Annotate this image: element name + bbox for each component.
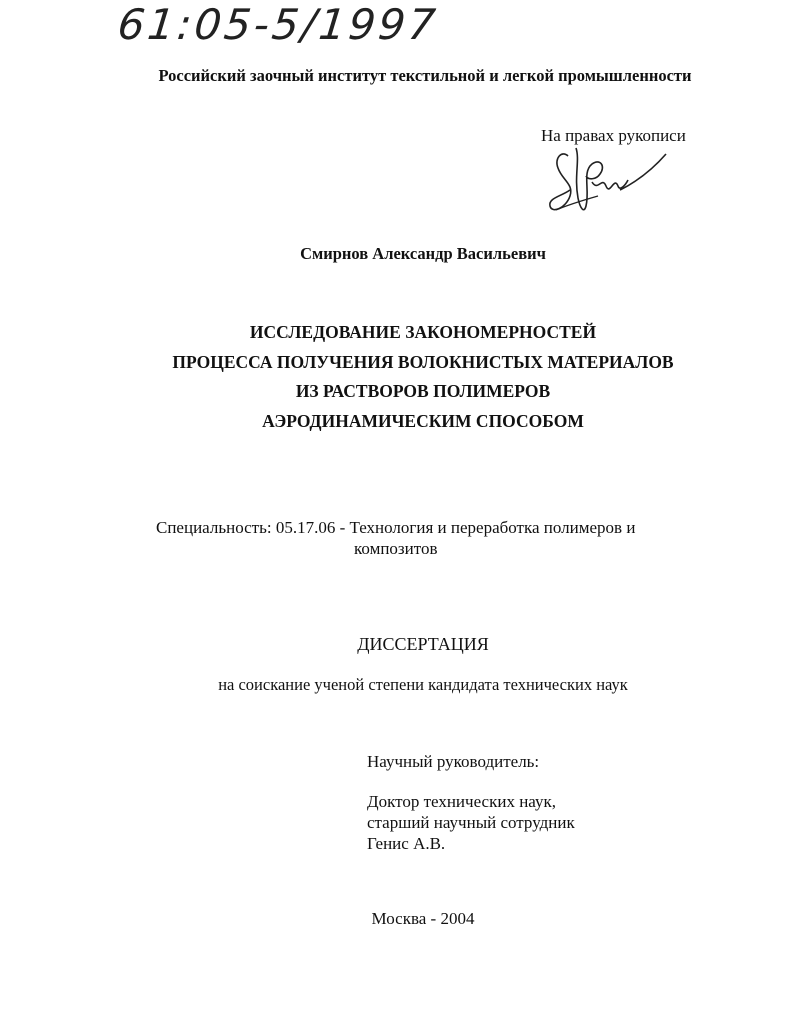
city-year: Москва - 2004 [371,909,475,928]
title-line: ИЗ РАСТВОРОВ ПОЛИМЕРОВ [295,381,551,401]
author-name: Смирнов Александр Васильевич [300,244,546,263]
institute-name: Российский заочный институт текстильной и легкой промышленности [158,66,692,85]
title-line: ИССЛЕДОВАНИЕ ЗАКОНОМЕРНОСТЕЙ [249,322,597,342]
dissertation-title [0,318,794,436]
catalog-number: 61:05-5/1997 [115,0,441,49]
specialty-line: композитов [354,539,438,558]
advisor-label: Научный руководитель: [367,752,540,771]
signature [540,146,670,222]
advisor-details [367,791,575,854]
advisor-position: старший научный сотрудник [367,813,575,832]
degree-statement: на соискание ученой степени кандидата технических наук [218,675,628,694]
title-line: АЭРОДИНАМИЧЕСКИМ СПОСОБОМ [262,410,584,431]
specialty-line: Специальность: 05.17.06 - Технология и переработка полимеров и [156,518,636,537]
advisor-degree: Доктор технических наук, [367,792,556,811]
rights-note: На правах рукописи [541,126,686,145]
specialty [156,517,635,559]
advisor-name: Генис А.В. [367,834,446,853]
document-type: ДИССЕРТАЦИЯ [357,634,489,654]
title-line: ПРОЦЕССА ПОЛУЧЕНИЯ ВОЛОКНИСТЫХ МАТЕРИАЛОВ [172,351,674,372]
